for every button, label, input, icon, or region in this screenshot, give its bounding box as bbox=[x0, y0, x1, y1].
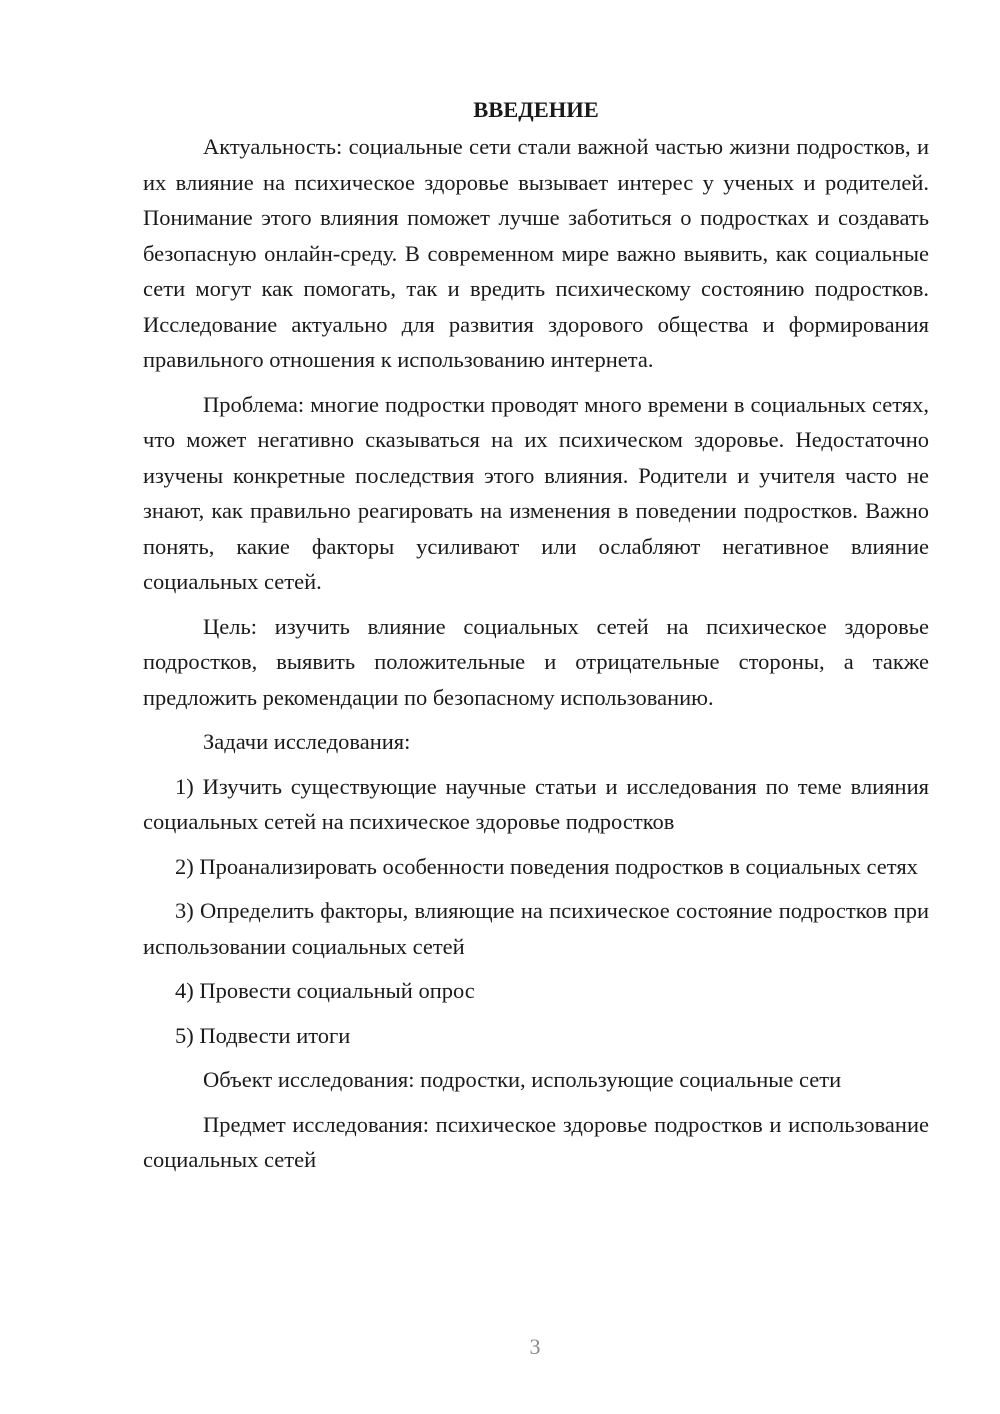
goal-paragraph: Цель: изучить влияние социальных сетей на психическое здоровье подростков, выявить положительные и отрицательные стороны, а также предложить рекомендации по безопасному использованию. bbox=[143, 613, 929, 710]
task-item-5: 5) Подвести итоги bbox=[175, 1022, 351, 1048]
problem-paragraph: Проблема: многие подростки проводят много времени в социальных сетях, что может негативно сказываться на их психическом здоровье. Недостаточно изучены конкретные последствия этого влияния. Родители и учителя часто не знают, как правильно реагировать на изменения в поведении подростков. Важно понять, какие факторы усиливают или ослабляют негативное влияние социальных сетей. bbox=[143, 391, 929, 594]
relevance-paragraph: Актуальность: социальные сети стали важной частью жизни подростков, и их влияние на психическое здоровье вызывает интерес у ученых и родителей. Понимание этого влияния поможет лучше заботиться о подростках и создавать безопасную онлайн-среду. В современном мире важно выявить, как социальные сети могут как помогать, так и вредить психическому состоянию подростков. Исследование актуально для развития здорового общества и формирования правильного отношения к использованию интернета. bbox=[143, 134, 929, 372]
task-item-2: 2) Проанализировать особенности поведения подростков в социальных сетях bbox=[175, 853, 918, 879]
task-item-3: 3) Определить факторы, влияющие на психическое состояние подростков при использовании социальных сетей bbox=[143, 898, 929, 959]
task-item-1: 1) Изучить существующие научные статьи и исследования по теме влияния социальных сетей на психическое здоровье подростков bbox=[143, 773, 929, 834]
research-subject: Предмет исследования: психическое здоровье подростков и использование социальных сетей bbox=[143, 1111, 929, 1172]
section-title: ВВЕДЕНИЕ bbox=[473, 97, 599, 122]
page-number: 3 bbox=[529, 1334, 541, 1359]
task-item-4: 4) Провести социальный опрос bbox=[175, 978, 475, 1003]
research-object: Объект исследования: подростки, использующие социальные сети bbox=[203, 1067, 842, 1092]
page-content bbox=[143, 95, 929, 1187]
tasks-heading: Задачи исследования: bbox=[203, 729, 411, 754]
